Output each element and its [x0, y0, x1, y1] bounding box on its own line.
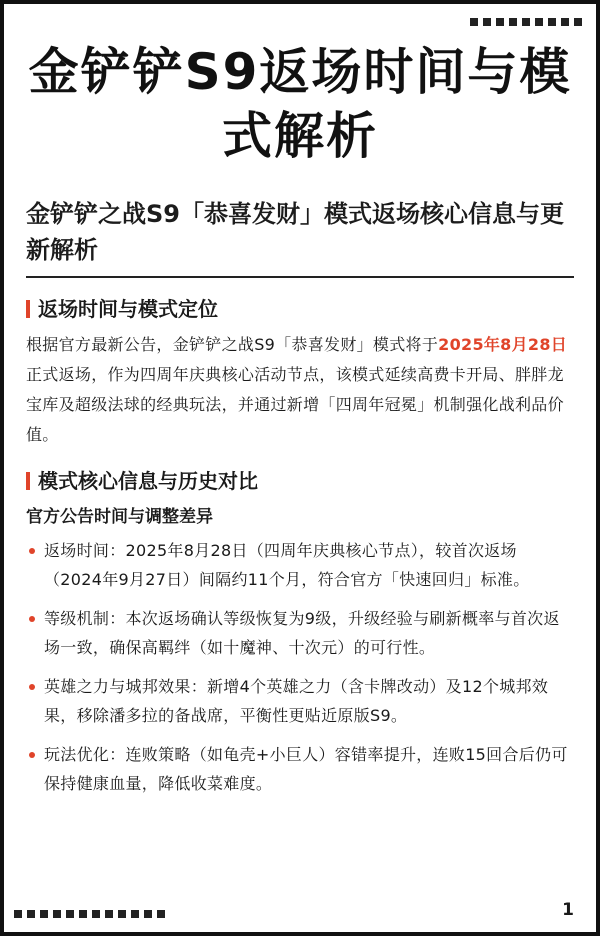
paragraph-text-after: 正式返场，作为四周年庆典核心活动节点，该模式延续高费卡开局、胖胖龙宝库及超级法球的经典玩法，并通过新增「四周年冠冕」机制强化战利品价值。 [26, 365, 564, 444]
bullet-icon [29, 752, 35, 758]
list-item-text: 等级机制：本次返场确认等级恢复为9级，升级经验与刷新概率与首次返场一致，确保高羁绊（如十魔神、十次元）的可行性。 [44, 609, 560, 657]
section-heading-label: 返场时间与模式定位 [38, 297, 218, 321]
bullet-list [26, 536, 574, 798]
subtitle: 金铲铲之战S9「恭喜发财」模式返场核心信息与更新解析 [26, 200, 564, 264]
list-item-text: 英雄之力与城邦效果：新增4个英雄之力（含卡牌改动）及12个城邦效果，移除潘多拉的备战席，平衡性更贴近原版S9。 [44, 677, 549, 725]
bottom-decoration [14, 910, 165, 918]
sub-heading: 官方公告时间与调整差异 [26, 507, 213, 527]
section-heading-core-info [26, 468, 574, 494]
list-item-text: 返场时间：2025年8月28日（四周年庆典核心节点），较首次返场（2024年9月27日）间隔约11个月，符合官方「快速回归」标准。 [44, 541, 530, 589]
list-item [26, 672, 574, 730]
divider [26, 276, 574, 278]
main-title: 金铲铲S9返场时间与模式解析 [28, 43, 572, 165]
heading-accent-bar [26, 472, 30, 490]
list-item-text: 玩法优化：连败策略（如龟壳+小巨人）容错率提升，连败15回合后仍可保持健康血量，降低收菜难度。 [44, 745, 568, 793]
highlight-date: 2025年8月28日 [438, 335, 568, 354]
section-heading-label: 模式核心信息与历史对比 [38, 469, 258, 493]
section-paragraph [26, 330, 574, 450]
list-item [26, 740, 574, 798]
list-item [26, 604, 574, 662]
bullet-icon [29, 548, 35, 554]
list-item [26, 536, 574, 594]
top-decoration [470, 18, 582, 26]
heading-accent-bar [26, 300, 30, 318]
paragraph-text-before: 根据官方最新公告，金铲铲之战S9「恭喜发财」模式将于 [26, 335, 439, 354]
bullet-icon [29, 684, 35, 690]
page-number: 1 [562, 900, 574, 920]
section-heading-return-time [26, 296, 574, 322]
bullet-icon [29, 616, 35, 622]
